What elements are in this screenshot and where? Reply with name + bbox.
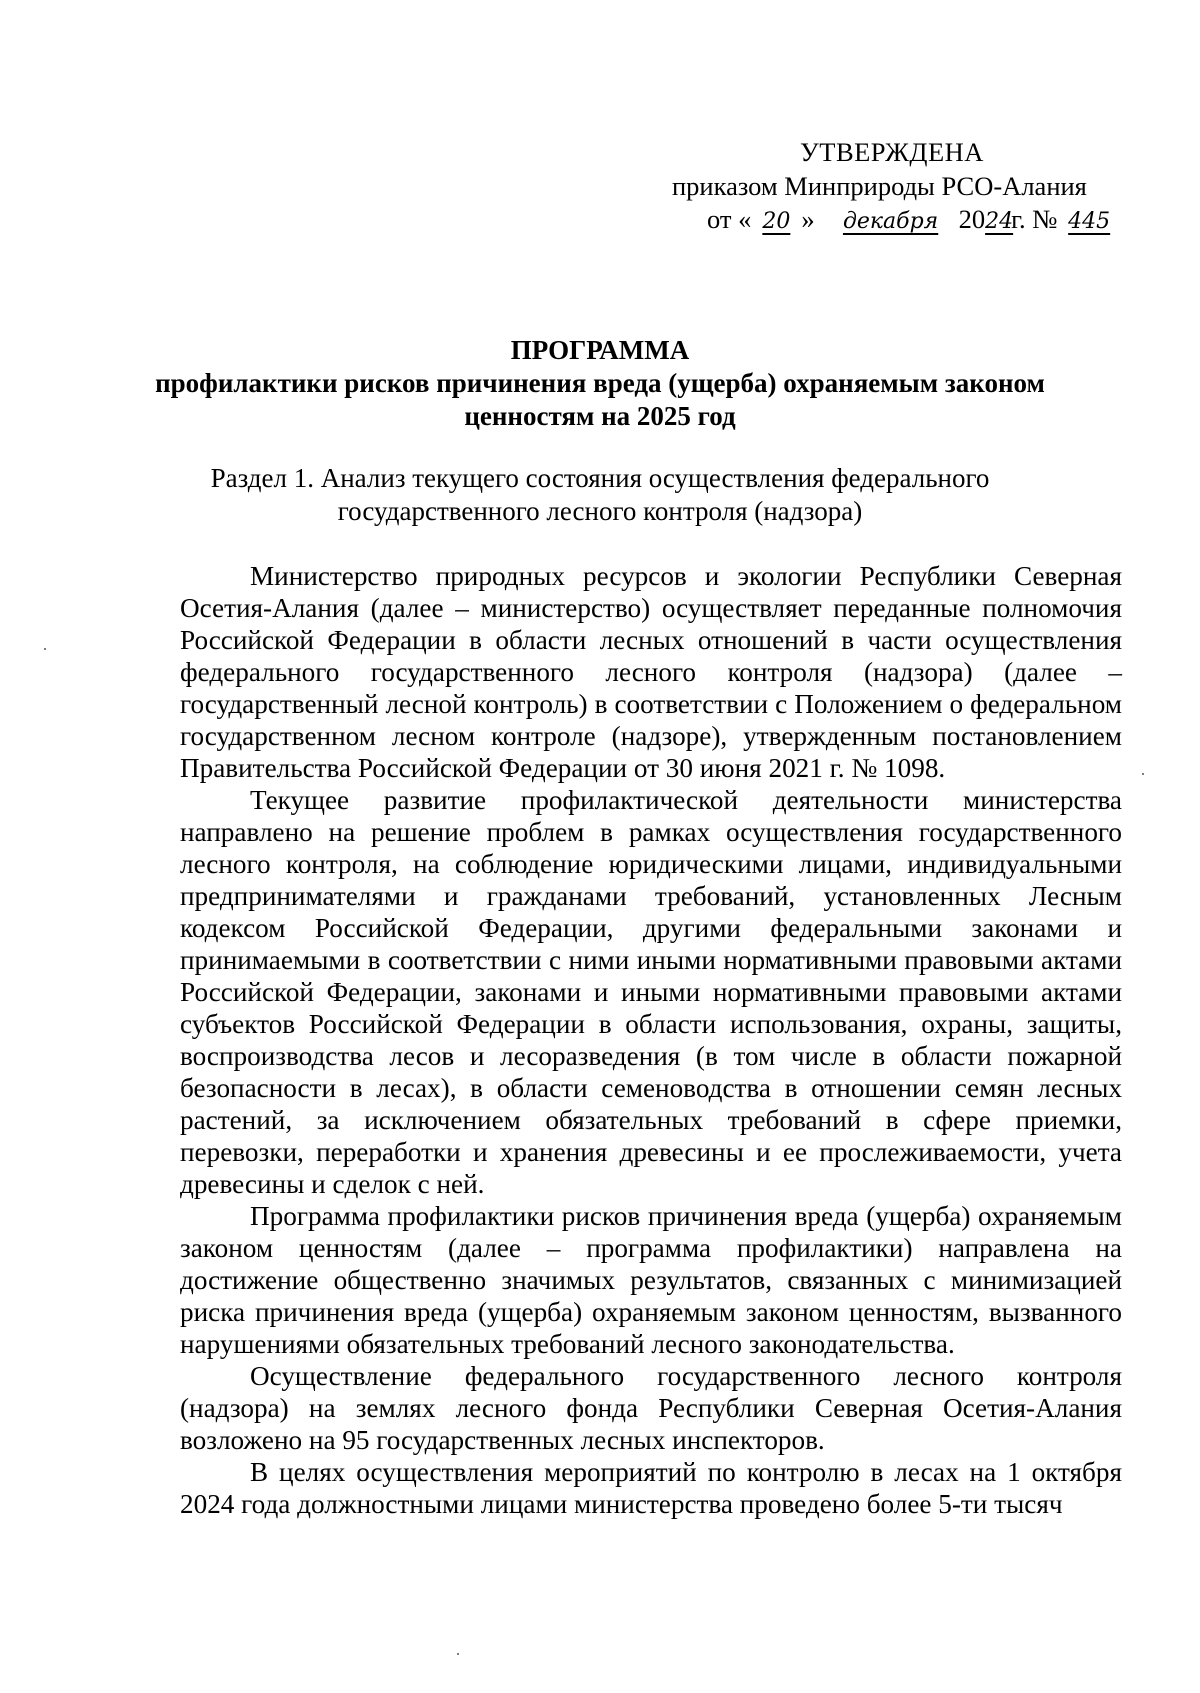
document-subtitle-line1: профилактики рисков причинения вреда (ущерба) охраняемым законом: [155, 368, 1045, 398]
document-title: ПРОГРАММА: [510, 335, 690, 365]
paragraph: Программа профилактики рисков причинения вреда (ущерба) охраняемым законом ценностям (далее – программа профилактики) направлена на достижение общественно значимых результатов, связанных с минимизацией риска причинения вреда (ущерба) охраняемым законом ценностям, вызванного нарушениями обязательных требований лесного законодательства.: [180, 1201, 1122, 1359]
scan-speck: [457, 1653, 459, 1655]
section-heading: [170, 462, 1030, 528]
document-body: [180, 560, 1122, 1520]
approval-month-handwritten: декабря: [842, 209, 939, 234]
scan-speck: [1142, 773, 1144, 775]
approval-date-line: [707, 203, 1114, 238]
paragraph: Текущее развитие профилактической деятельности министерства направлено на решение проблем в рамках осуществления государственного лесного контроля, на соблюдение юридическими лицами, индивидуальными предпринимателями и гражданами требований, установленных Лесным кодексом Российской Федерации, другими федеральными законами и принимаемыми в соответствии с ними иными нормативными правовыми актами Российской Федерации, законами и иными нормативными правовыми актами субъектов Российской Федерации в области использования, охраны, защиты, воспроизводства лесов и лесоразведения (в том числе в области пожарной безопасности в лесах), в области семеноводства в отношении семян лесных растений, за исключением обязательных требований в сфере приемки, перевозки, переработки и хранения древесины и ее прослеживаемости, учета древесины и сделок с ней.: [180, 785, 1122, 1199]
section-heading-line1: Раздел 1. Анализ текущего состояния осуществления федерального: [210, 463, 990, 493]
approval-year-handwritten: 24: [985, 209, 1014, 234]
approval-number-label: г. №: [1011, 204, 1058, 234]
section-heading-line2: государственного лесного контроля (надзора): [337, 496, 863, 526]
scan-speck: [44, 648, 46, 650]
approval-day-close: »: [801, 204, 815, 234]
approval-year-prefix: 20: [958, 204, 986, 234]
document-subtitle-line2: ценностям на 2025 год: [464, 401, 736, 431]
approval-day-handwritten: 20: [762, 209, 791, 234]
approval-date-prefix: от «: [707, 204, 752, 234]
approval-number-handwritten: 445: [1068, 209, 1111, 234]
approval-order-line: приказом Минприроды РСО-Алания: [672, 171, 1087, 201]
approval-heading: УТВЕРЖДЕНА: [800, 137, 984, 167]
paragraph: Осуществление федерального государственного лесного контроля (надзора) на землях лесного фонда Республики Северная Осетия-Алания возложено на 95 государственных лесных инспекторов.: [180, 1361, 1122, 1455]
paragraph: Министерство природных ресурсов и экологии Республики Северная Осетия-Алания (далее – министерство) осуществляет переданные полномочия Российской Федерации в области лесных отношений в части осуществления федерального государственного лесного контроля (надзора) (далее – государственный лесной контроль) в соответствии с Положением о федеральном государственном лесном контроле (надзоре), утвержденным постановлением Правительства Российской Федерации от 30 июня 2021 г. № 1098.: [180, 561, 1122, 783]
paragraph: В целях осуществления мероприятий по контролю в лесах на 1 октября 2024 года должностными лицами министерства проведено более 5-ти тысяч: [180, 1457, 1122, 1519]
